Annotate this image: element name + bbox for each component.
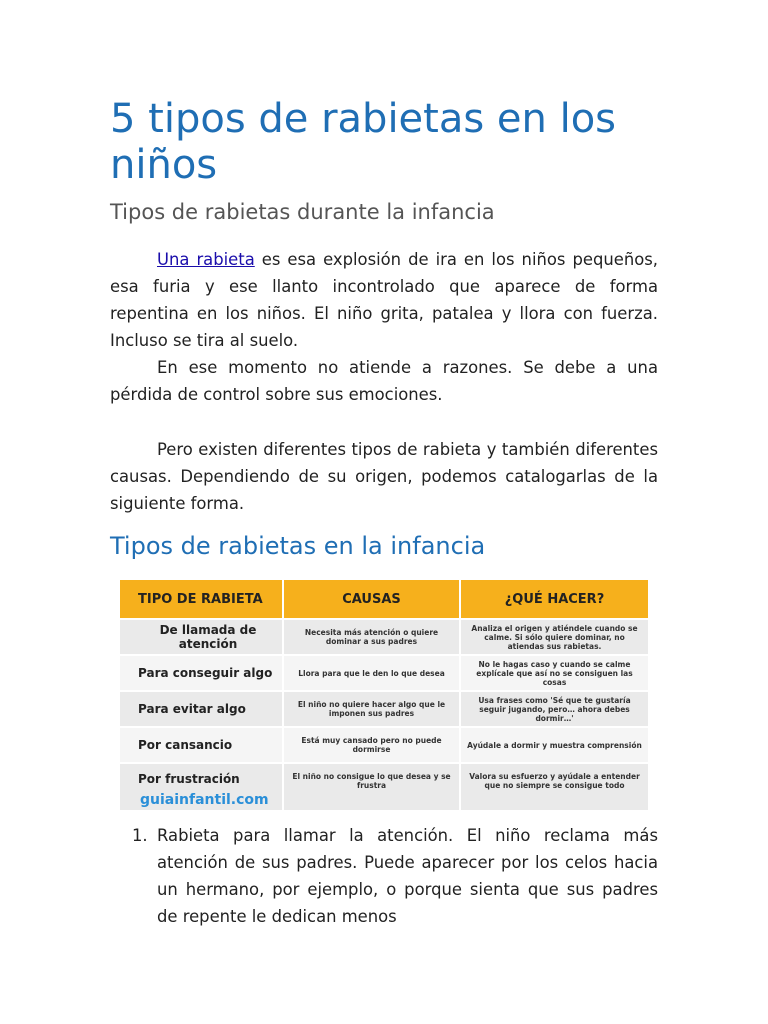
table-cell: El niño no quiere hacer algo que le imponen sus padres — [284, 692, 461, 726]
table-cell: Valora su esfuerzo y ayúdale a entender que no siempre se consigue todo — [469, 772, 640, 790]
table-cell: Llora para que le den lo que desea — [284, 656, 461, 690]
rabieta-link[interactable]: Una rabieta — [157, 250, 255, 269]
paragraph-third: Pero existen diferentes tipos de rabieta y también diferentes causas. Dependiendo de su origen, podemos catalogarlas de la siguiente forma. — [110, 440, 658, 513]
table-header-row — [120, 580, 648, 618]
list-number: 1. — [132, 826, 148, 845]
table-cell: Para evitar algo — [120, 692, 284, 726]
table-cell: Necesita más atención o quiere dominar a sus padres — [284, 620, 461, 654]
table-cell: Para conseguir algo — [120, 656, 284, 690]
table-cell: Analiza el origen y atiéndele cuando se calme. Si sólo quiere dominar, no atiendas sus rabietas. — [471, 623, 638, 651]
table-cell: De llamada de atención — [120, 620, 284, 654]
table-cell: El niño no consigue lo que desea y se frustra — [284, 764, 461, 810]
table-cell: Usa frases como 'Sé que te gustaría seguir jugando, pero… ahora debes dormir…' — [478, 695, 631, 723]
paragraph-intro — [110, 246, 658, 354]
list-item — [110, 822, 658, 930]
table-cell: No le hagas caso y cuando se calme explícale que así no se consiguen las cosas — [476, 659, 633, 687]
tantrum-list — [110, 822, 658, 930]
table-cell: Ayúdale a dormir y muestra comprensión — [467, 740, 642, 750]
table-header-cell: TIPO DE RABIETA — [120, 580, 284, 618]
table-row — [120, 618, 648, 654]
section-heading: Tipos de rabietas en la infancia — [110, 532, 486, 560]
table-row — [120, 690, 648, 726]
table-row — [120, 726, 648, 762]
document-title: 5 tipos de rabietas en los niños — [110, 96, 617, 188]
paragraph-intro-text: es esa explosión de ira en los niños pequeños, esa furia y ese llanto incontrolado que aparece de forma repentina en los niños. El niño grita, patalea y llora con fuerza. Incluso se tira al suelo. — [110, 250, 658, 350]
table-cell: Por frustración — [120, 764, 284, 810]
table-header-cell: ¿QUÉ HACER? — [504, 591, 605, 607]
table-cell: Está muy cansado pero no puede dormirse — [284, 728, 461, 762]
table-row — [120, 654, 648, 690]
paragraph-second: En ese momento no atiende a razones. Se debe a una pérdida de control sobre sus emociones. — [110, 358, 658, 404]
table-header-cell: CAUSAS — [284, 580, 461, 618]
tantrum-types-table — [120, 580, 648, 810]
table-cell: Por cansancio — [120, 728, 284, 762]
list-item-text: Rabieta para llamar la atención. El niño reclama más atención de sus padres. Puede aparecer por los celos hacia un hermano, por ejemplo, o porque sienta que sus padres de repente le dedican menos — [157, 826, 658, 926]
guiainfantil-watermark: guiainfantil.com — [140, 792, 269, 808]
document-subtitle: Tipos de rabietas durante la infancia — [110, 200, 495, 224]
